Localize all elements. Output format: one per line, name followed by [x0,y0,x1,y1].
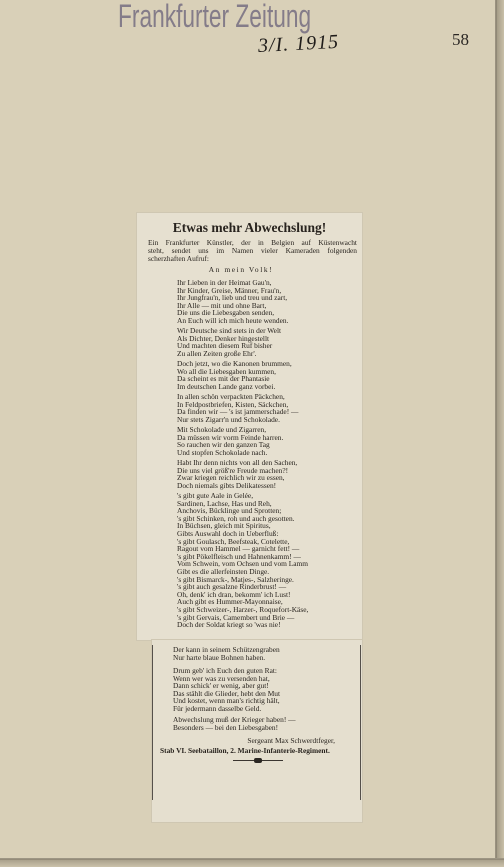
article-intro [148,239,357,263]
poem-line: Ihr Jungfrau'n, lieb und treu und zart, [177,293,288,303]
poem-line: Der kann in seinem Schützengraben [173,645,280,654]
poem-line: Dann schick' er wenig, aber gut! [173,681,269,691]
poem-heading: An mein Volk! [208,265,274,274]
poem-line: 's gibt Goulasch, Beefsteak, Cotelette, [177,536,290,546]
article-intro-line: steht, sendet uns im Namen vieler Kameraden folgenden [148,246,357,255]
poem-line: Doch der Soldat kriegt so 'was nie! [177,620,281,630]
poem-line: Nur stets Zigarr'n und Schokolade. [177,414,280,424]
poem-line: Und machten diesem Ruf bisher [177,341,273,351]
poem-line: Da scheint es mit der Phantasie [177,374,270,384]
poem-line: Abwechslung muß der Krieger haben! — [173,715,296,724]
poem-line: In Feldpostbriefen, Kisten, Säckchen, [177,399,289,409]
poem-line: Als Dichter, Denker hingestellt [177,333,270,343]
newspaper-clipping-lower [152,640,362,822]
poem-line: Zwar kriegen reichlich wir zu essen, [177,473,285,483]
stanza [177,459,308,489]
poem-line: Wo all die Liebesgaben kummen, [177,366,276,376]
poem-line: Mit Schokolade und Zigarren, [177,425,267,435]
poem-line: Da finden wir — 's ist jammerschade! — [177,407,299,417]
poem-line: Wenn wer was zu versenden hat, [173,673,270,683]
stanza [177,327,308,357]
poem-line: Zu allen Zeiten große Ehr'. [177,348,257,358]
poem [177,279,308,631]
signature-name: Sergeant Max Schwerdtfeger, [247,736,335,745]
poem-line: Oh, denk' ich dran, bekomm' ich Lust! [177,589,291,599]
ornament-dot [254,758,262,763]
stanza [177,393,308,423]
poem-line: 's gibt Bismarck-, Matjes-, Salzheringe. [177,574,294,584]
poem-line: In Büchsen, gleich mit Spiritus, [177,521,271,531]
poem-line: Habt Ihr denn nichts von all den Sachen, [177,458,298,468]
article-intro-line: Ein Frankfurter Künstler, der in Belgien auf Küstenwacht [148,238,357,247]
article-title: Etwas mehr Abwechslung! [172,220,327,235]
poem-line: In allen schön verpackten Päckchen, [177,392,285,402]
poem-line: Im deutschen Lande ganz vorbei. [177,381,276,391]
poem-line: So rauchen wir den ganzen Tag [177,440,270,450]
newspaper-stamp: Frankfurter Zeitung [118,0,312,34]
stanza [173,667,280,713]
poem-line: Und kostet, wenn man's richtig hält, [173,696,280,706]
stanza [177,360,308,390]
stanza [177,426,308,456]
poem-line: Da müssen wir vorm Feinde harren. [177,432,284,442]
poem-line: 's gibt Schinken, roh und auch gesotten. [177,513,295,523]
poem-line: Ihr Alle — mit und ohne Bart, [177,300,267,310]
poem-line: Die uns die Liebesgaben senden, [177,308,275,318]
poem-line: Gibt es die allerfeinsten Dinge. [177,566,270,576]
article-intro-line: scherzhaften Aufruf: [148,254,209,263]
poem-line: Die uns viel größ're Freude machen?! [177,465,289,475]
stanza [177,279,308,325]
poem-line: Gibts Auswahl doch in Ueberfluß: [177,528,279,538]
stanza [173,716,296,731]
stanza [173,646,280,661]
stanza [177,492,308,629]
poem-line: Ragout vom Hammel — garnicht fett! — [177,544,300,554]
signature-unit: Stab VI. Seebataillon, 2. Marine-Infanterie-Regiment. [160,746,330,755]
poem-line: Drum geb' ich Euch den guten Rat: [173,666,277,675]
poem-line: Wir Deutsche sind stets in der Welt [177,326,282,336]
poem-line: 's gibt Schweizer-, Harzer-, Roquefort-Käse, [177,604,309,614]
scan-edge-right [495,0,504,867]
handwritten-date: 3/I. 1915 [257,30,340,57]
poem-line: Anchovis, Bücklinge und Sprotten; [177,506,282,516]
poem-line: Für jedermann dasselbe Geld. [173,703,262,713]
poem-line: Ihr Kinder, Greise, Männer, Frau'n, [177,285,282,295]
poem-line: 's gibt auch gesalzne Rinderbrust! — [177,582,287,592]
poem-line: Doch jetzt, wo die Kanonen brummen, [177,359,292,369]
poem-line: An Euch will ich mich heute wenden. [177,315,289,325]
poem-line: Ihr Lieben in der Heimat Gau'n, [177,278,272,287]
poem-line: Das stählt die Glieder, hebt den Mut [173,688,281,698]
page-number: 58 [452,30,469,49]
poem-line: 's gibt gute Aale in Gelée, [177,491,254,500]
poem-line: 's gibt Gervais, Camembert und Brie — [177,612,295,622]
newspaper-clipping-upper [137,213,362,640]
poem-line: 's gibt Pökelfleisch und Hahnenkamm! — [177,551,301,561]
poem-line: Doch niemals gibts Delikatessen! [177,480,277,490]
poem-line: Auch gibt es Hummer-Mayonnaise, [177,597,283,607]
poem-line: Nur harte blaue Bohnen haben. [173,652,266,662]
poem-line: Sardinen, Lachse, Has und Reh, [177,498,272,508]
poem-line: Vom Schwein, vom Ochsen und vom Lamm [177,559,309,569]
poem-line: Und stopfen Schokolade nach. [177,447,268,457]
scan-edge-bottom [0,858,504,867]
poem-line: Besonders — bei den Liebesgaben! [173,722,279,732]
end-ornament [233,758,283,763]
